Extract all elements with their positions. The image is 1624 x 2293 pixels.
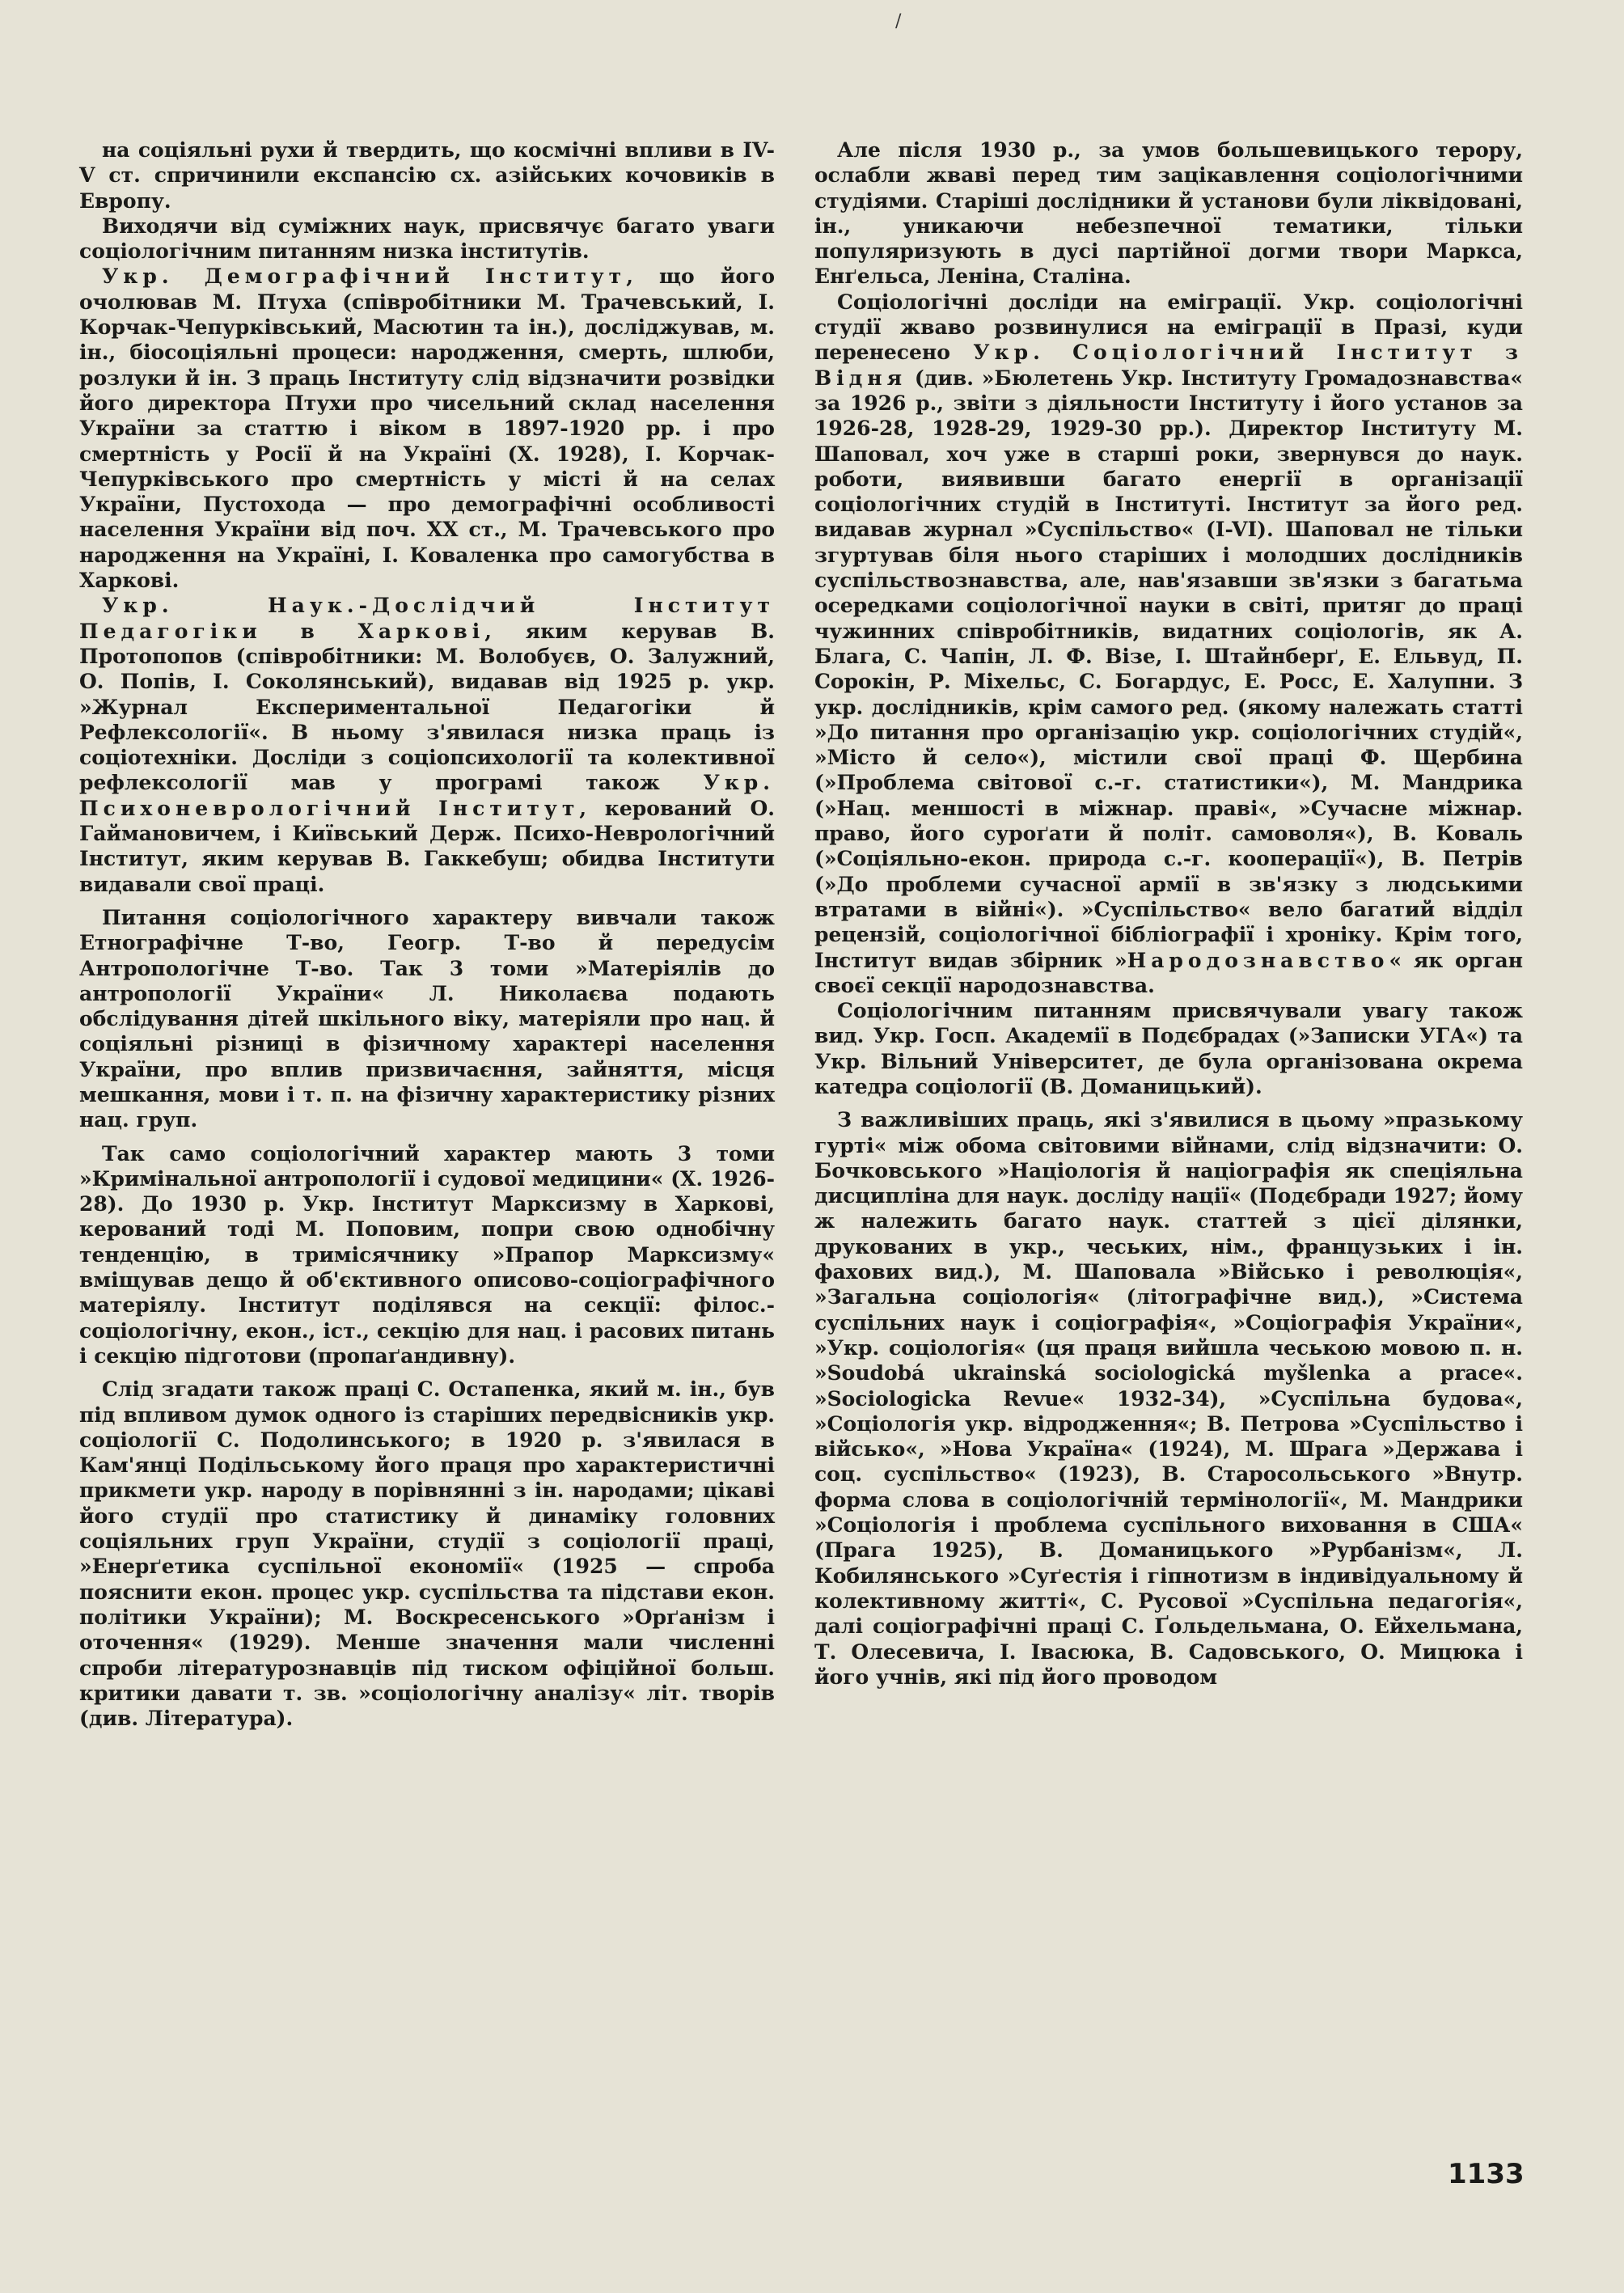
- spaced-heading-text: Укр. Демографічний Інститут: [102, 264, 627, 289]
- spaced-heading-text: Укр. Соціологічний Інститут з Відня: [814, 341, 1523, 390]
- paragraph: [814, 1107, 1523, 1690]
- paragraph-text: Виходячи від суміжних наук, присвячує багато уваги соціологічним питанням низка інститутів.: [79, 214, 775, 264]
- paragraph: [79, 214, 775, 264]
- paragraph-text: , яким керував В. Протопопов (співробітники: М. Волобуєв, О. Залужний, О. Попів, І. Соколянський), видавав від 1925 р. укр. »Журнал Експериментальної Педагогіки й Рефлексології«. В ньому з'явилася низка праць із соціотехніки. Досліди з соціопсихології та колективної рефлексології мав у програмі також: [79, 619, 775, 795]
- paragraph-text: Питання соціологічного характеру вивчали також Етнографічне Т-во, Геогр. Т-во й передусім Антропологічне Т-во. Так 3 томи »Матеріялів до антропології України« Л. Николаєва подають обслідування дітей шкільного віку, матеріяли про нац. й соціяльні різниці в фізичному характері населення України, про вплив призвичаєння, зайняття, місця мешкання, мови і т. п. на фізичну характеристику різних нац. груп.: [79, 905, 775, 1132]
- paragraph: [814, 137, 1523, 290]
- spaced-heading-text: Укр. Психоневрологічний Інститут: [79, 771, 775, 820]
- paragraph: [79, 1141, 775, 1369]
- paragraph-text: Слід згадати також праці С. Остапенка, який м. ін., був під впливом думок одного із старіших передвісників укр. соціології С. Подолинського; в 1920 р. з'явилася в Кам'янці Подільському його праця про характеристичні прикмети укр. народу в порівнянні з ін. народами; цікаві його студії про статистику й динаміку головних соціяльних груп України, студії з соціології праці, »Енерґетика суспільної економії« (1925 — спроба пояснити екон. процес укр. суспільства та підстави екон. політики України); М. Воскресенського »Орґанізм і оточення« (1929). Менше значення мали численні спроби літературознавців під тиском офіційної больш. критики давати т. зв. »соціологічну аналізу« літ. творів (див. Література).: [79, 1377, 775, 1731]
- spaced-heading-text: Народознавство: [1127, 948, 1389, 972]
- paragraph: [79, 137, 775, 214]
- paragraph: [814, 290, 1523, 998]
- paragraph-text: « як орган своєї секції народознавства.: [814, 948, 1524, 997]
- paragraph-text: Соціологічні досліди на еміграції.: [837, 290, 1283, 314]
- paragraph-text: Але після 1930 р., за умов большевицького терору, ослабли жваві перед тим зацікавлення соціологічними студіями. Старіші дослідники й установи були ліквідовані, ін., уникаючи небезпечної тематики, тільки популяризують в дусі партійної догми твори Маркса, Енґельса, Леніна, Сталіна.: [814, 138, 1523, 289]
- right-column: [814, 137, 1523, 1690]
- paragraph: [79, 1377, 775, 1731]
- paragraph-text: Укр. соціологічні студії жваво розвинулися на еміграції в Празі, куди перенесено: [814, 290, 1523, 365]
- paragraph: [79, 264, 775, 593]
- page-number: 1133: [1448, 2158, 1525, 2190]
- paragraph-text: , що його очолював М. Птуха (співробітники М. Трачевський, І. Корчак-Чепурківський, Масютин та ін.), досліджував, м. ін., біосоціяльні процеси: народження, смерть, шлюби, розлуки й ін. З праць Інституту слід відзначити розвідки його директора Птухи про чисельний склад населення України за статтю і віком в 1897-1920 рр. і про смертність у Росії й на Україні (Х. 1928), І. Корчак-Чепурківського про смертність у місті й на селах України, Пустохода — про демографічні особливості населення України від поч. XX ст., М. Трачевського про народження на Україні, І. Коваленка про самогубства в Харкові.: [79, 264, 775, 593]
- paragraph: [814, 998, 1523, 1099]
- paragraph: [79, 593, 775, 897]
- paragraph-text: Соціологічним питанням присвячували увагу також вид. Укр. Госп. Академії в Подєбрадах (»Записки УГА«) та Укр. Вільний Університет, де була організована окрема катедра соціології (В. Доманицький).: [814, 999, 1523, 1098]
- paragraph-text: З важливіших праць, які з'явилися в цьому »празькому гурті« між обома світовими війнами, слід відзначити: О. Бочковського »Націологія й націографія як спеціяльна дисципліна для наук. досліду нації« (Подєбради 1927; йому ж належить багато наук. статтей з цієї ділянки, друкованих в укр., чеських, нім., французьких і ін. фахових вид.), М. Шаповала »Військо і революція«, »Загальна соціологія« (літографічне вид.), »Система суспільних наук і соціографія«, »Соціографія України«, »Укр. соціологія« (ця праця вийшла чеською мовою п. н. »Soudobá ukrainská sociologická myšlenka a prace«. »Sociologicka Revue« 1932-34), »Суспільна будова«, »Соціологія укр. відродження«; В. Петрова »Суспільство і військо«, »Нова Україна« (1924), М. Шрага »Держава і соц. суспільство« (1923), В. Старосольського »Внутр. форма слова в соціологічній термінології«, М. Мандрики »Соціологія і проблема суспільного виховання в США« (Прага 1925), В. Доманицького »Рурбанізм«, Л. Кобилянського »Суґестія і гіпнотизм в індивідуальному й колективному житті«, С. Русової »Суспільна педагогія«, далі соціографічні праці С. Ґольдельмана, О. Ейхельмана, Т. Олесевича, І. Івасюка, В. Садовського, О. Мицюка і його учнів, які під його проводом: [814, 1108, 1523, 1689]
- left-column: [79, 137, 775, 1731]
- paragraph: [79, 905, 775, 1133]
- paragraph-text: (див. »Бюлетень Укр. Інституту Громадознавства« за 1926 р., звіти з діяльности Інституту і його установ за 1926-28, 1928-29, 1929-30 рр.). Директор Інституту М. Шаповал, хоч уже в старші роки, звернувся до наук. роботи, виявивши багато енергії в організації соціологічних студій в Інституті. Інститут за його ред. видавав журнал »Суспільство« (I-VI). Шаповал не тільки згуртував біля нього старіших і молодших дослідників суспільствознавства, але, нав'язавши зв'язки з багатьма осередками соціологічної науки в світі, притяг до праці чужинних співробітників, видатних соціологів, як А. Блага, С. Чапін, Л. Ф. Візе, І. Штайнберґ, Е. Ельвуд, П. Сорокін, Р. Міхельс, С. Богардус, Е. Росс, Е. Халупни. З укр. дослідників, крім самого ред. (якому належать статті »До питання про організацію укр. соціологічних студій«, »Місто й село«), містили свої праці Ф. Щербина (»Проблема світової с.-г. статистики«), М. Мандрика (»Нац. меншості в міжнар. праві«, »Сучасне міжнар. право, його суроґати й політ. самоволя«), В. Коваль (»Соціяльно-екон. природа с.-г. кооперації«), В. Петрів (»До проблеми сучасної армії в зв'язку з людськими втратами в війні«). »Суспільство« вело багатий відділ рецензій, соціологічної бібліографії і хроніку. Крім того, Інститут видав збірник »: [814, 366, 1523, 972]
- paragraph-text: Так само соціологічний характер мають 3 томи »Кримінальної антропології і судової медицини« (Х. 1926-28). До 1930 р. Укр. Інститут Марксизму в Харкові, керований тоді М. Поповим, попри свою однобічну тенденцію, в тримісячнику »Прапор Марксизму« вміщував дещо й об'єктивного описово-соціографічного матеріялу. Інститут поділявся на секції: філос.-соціологічну, екон., іст., секцію для нац. і расових питань і секцію підготови (пропаґандивну).: [79, 1141, 775, 1368]
- corner-mark: /: [895, 11, 902, 32]
- paragraph-text: на соціяльні рухи й твердить, що космічні впливи в IV-V ст. спричинили експансію сх. азійських кочовиків в Европу.: [79, 138, 775, 213]
- spaced-heading-text: Укр. Наук.-Дослідчий Інститут Педагогіки в Харкові: [79, 594, 775, 643]
- paragraph-text: , керований О. Гаймановичем, і Київський Держ. Психо-Неврологічний Інститут, яким керував В. Гаккебуш; обидва Інститути видавали свої праці.: [79, 796, 775, 896]
